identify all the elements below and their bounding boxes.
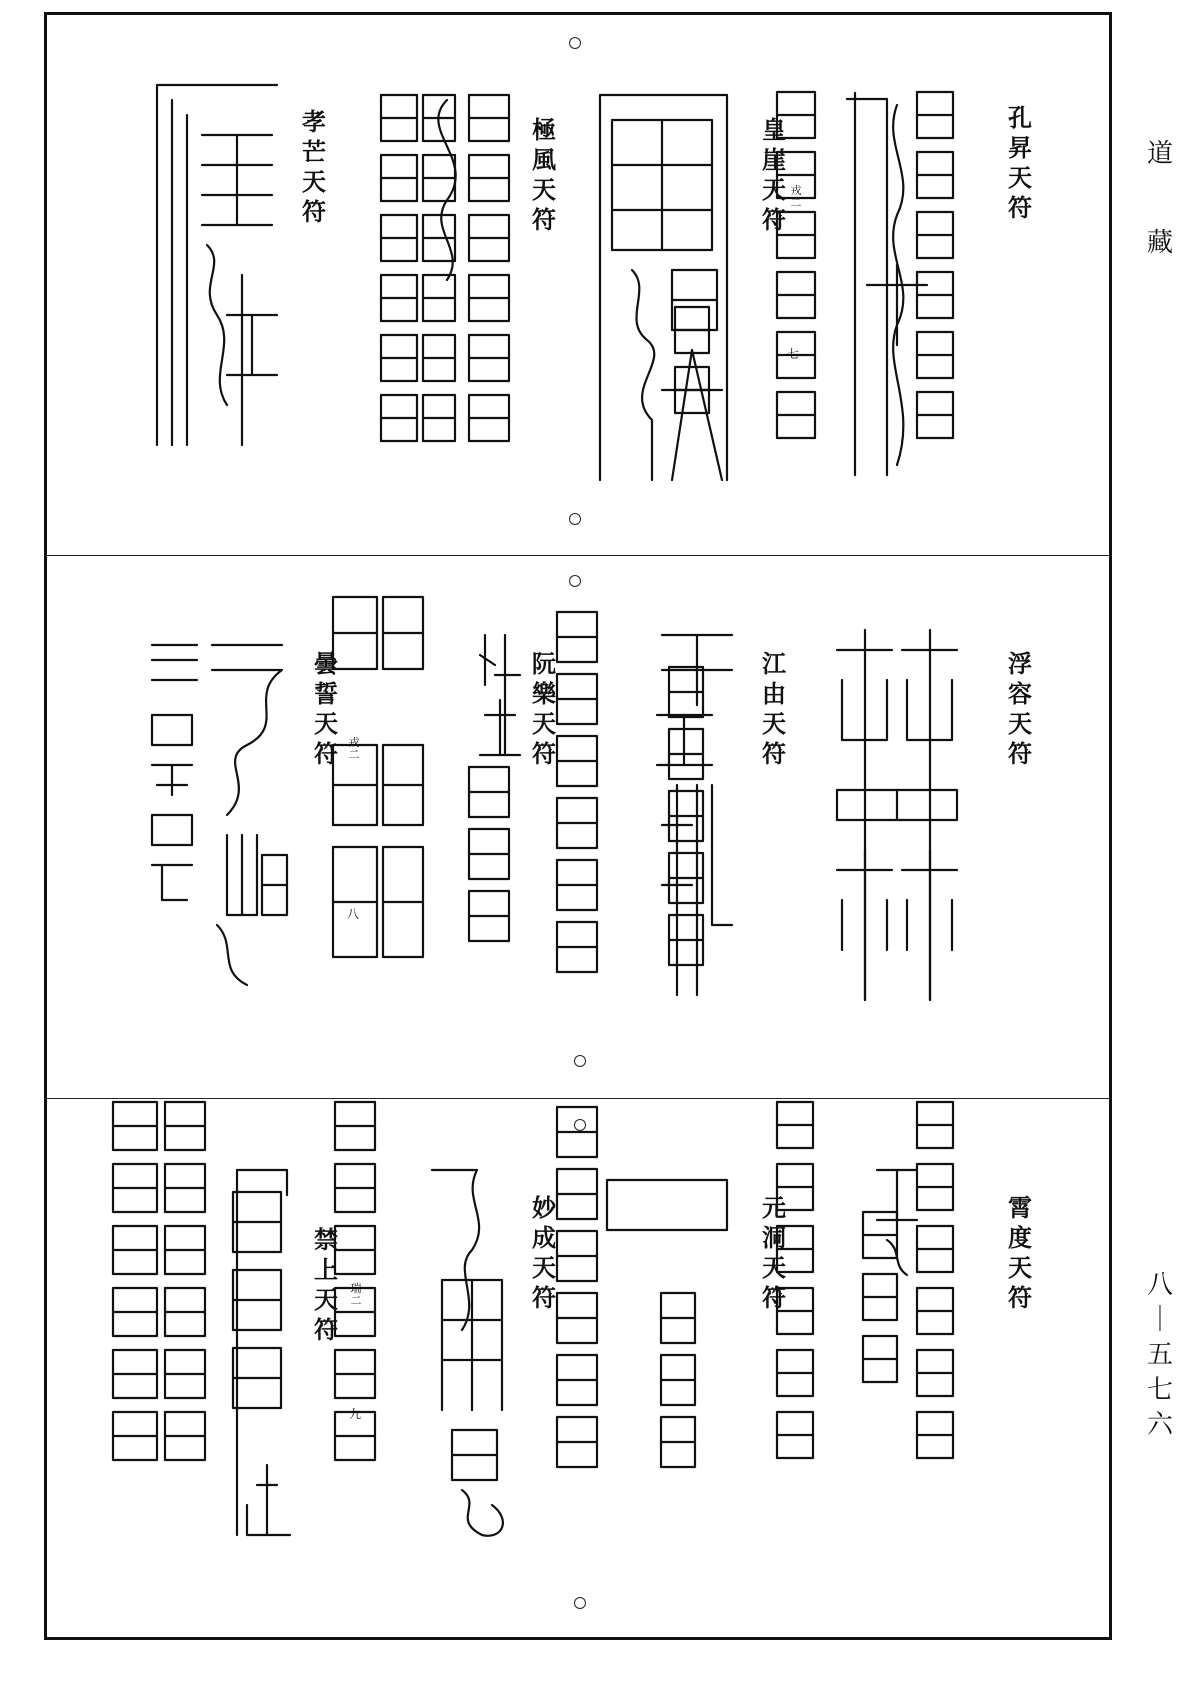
seal-cell-column [861, 1210, 899, 1400]
seal-cell-column [775, 1100, 815, 1476]
seal-cell-column [915, 90, 955, 454]
seal-cell-column [467, 765, 511, 955]
seal-cell [113, 1164, 157, 1212]
talisman-glyph [422, 1160, 522, 1545]
seal-cell [777, 1164, 813, 1210]
label-char: 孔 [1008, 103, 1032, 132]
seal-cell-column [667, 665, 705, 979]
seal-cell [557, 798, 597, 848]
label-char: 天 [302, 167, 326, 196]
seal-cell [917, 1164, 953, 1210]
seal-cell [469, 891, 509, 941]
label-char: 樂 [532, 679, 556, 708]
seal-cell [335, 1288, 375, 1336]
seal-cell [113, 1102, 157, 1150]
seal-cell [233, 1270, 281, 1330]
seal-cell [165, 1288, 205, 1336]
seal-cell [917, 1288, 953, 1334]
page-number-char: 八 [1146, 1270, 1173, 1300]
label-char: 符 [532, 739, 556, 768]
seal-cell [469, 335, 509, 381]
label-char: 度 [1008, 1223, 1032, 1252]
talisman-glyph [147, 625, 292, 1000]
talisman-glyph [597, 1175, 737, 1235]
seal-cell [381, 395, 417, 441]
book-title [1140, 130, 1180, 269]
seal-cell-column [467, 93, 511, 457]
label-char: 妙 [532, 1193, 556, 1222]
seal-cell [381, 275, 417, 321]
talisman-glyph [147, 75, 287, 455]
seal-cell [381, 155, 417, 201]
label-char: 天 [1008, 163, 1032, 192]
seal-cell [469, 767, 509, 817]
seal-cell [777, 332, 815, 378]
seal-cell [423, 155, 455, 201]
talisman-glyph [475, 625, 525, 775]
page-mark: 七 [787, 347, 800, 361]
seal-cell [333, 847, 377, 957]
page-number-char: 七 [1146, 1375, 1173, 1406]
seal-cell [777, 152, 815, 198]
label-char: 天 [532, 709, 556, 738]
label-char: 符 [314, 1315, 338, 1344]
seal-cell [165, 1226, 205, 1274]
seal-cell [557, 1107, 597, 1157]
seal-cell-column [111, 1100, 159, 1476]
talisman-label [299, 107, 329, 227]
seal-cell [165, 1350, 205, 1398]
seal-cell [557, 1231, 597, 1281]
seal-cell [557, 1355, 597, 1405]
page-number [1140, 1268, 1180, 1443]
label-char: 崖 [762, 145, 786, 174]
label-char: 符 [1008, 1283, 1032, 1312]
seal-cell [335, 1350, 375, 1398]
seal-cell [777, 392, 815, 438]
seal-cell [335, 1102, 375, 1150]
label-char: 浮 [1008, 649, 1032, 678]
seal-cell [233, 1348, 281, 1408]
seal-cell [423, 95, 455, 141]
seal-cell-column [331, 595, 379, 661]
seal-cell-column [333, 1100, 377, 1476]
seal-cell [557, 612, 597, 662]
label-char: 天 [762, 1253, 786, 1282]
seal-cell-column [381, 595, 425, 661]
talisman-label [1005, 649, 1035, 769]
label-char: 風 [532, 145, 556, 174]
seal-cell [469, 395, 509, 441]
seal-cell [863, 1274, 897, 1320]
seal-cell [917, 212, 953, 258]
seal-cell [777, 1350, 813, 1396]
seal-cell [423, 215, 455, 261]
seal-cell [917, 332, 953, 378]
talisman-label [759, 649, 789, 769]
seal-cell-column [775, 90, 817, 454]
seal-cell [113, 1226, 157, 1274]
seal-cell [917, 152, 953, 198]
seal-cell [335, 1412, 375, 1460]
seal-cell [383, 847, 423, 957]
seal-cell [333, 745, 377, 825]
page-mark: 八 [347, 907, 360, 921]
seal-cell-column [331, 743, 379, 809]
seal-cell [423, 335, 455, 381]
label-char: 禁 [314, 1225, 338, 1254]
label-char: 阮 [532, 649, 556, 678]
seal-cell [661, 1293, 695, 1343]
seal-cell [917, 92, 953, 138]
label-char: 極 [532, 115, 556, 144]
label-char: 符 [762, 205, 786, 234]
seal-cell [557, 1293, 597, 1343]
seal-cell [777, 1288, 813, 1334]
label-char: 霄 [1008, 1193, 1032, 1222]
seal-cell [669, 667, 703, 717]
talisman-label [1005, 1193, 1035, 1313]
seal-cell-column [381, 743, 425, 809]
seal-cell [469, 275, 509, 321]
label-char: 曇 [314, 649, 338, 678]
seal-cell [335, 1226, 375, 1274]
binding-hole [569, 513, 581, 525]
talisman-glyph [827, 620, 967, 1000]
label-char: 天 [314, 1285, 338, 1314]
seal-cell [113, 1350, 157, 1398]
label-char: 符 [314, 739, 338, 768]
seal-cell [675, 307, 709, 353]
label-char: 皇 [762, 115, 786, 144]
seal-cell [777, 272, 815, 318]
title-char: 藏 [1146, 228, 1173, 259]
label-char: 符 [762, 1283, 786, 1312]
seal-cell [777, 212, 815, 258]
seal-cell [383, 745, 423, 825]
label-char: 天 [314, 709, 338, 738]
seal-cell [557, 1169, 597, 1219]
seal-cell [557, 922, 597, 972]
label-char: 天 [532, 175, 556, 204]
seal-cell [381, 95, 417, 141]
seal-cell [423, 275, 455, 321]
seal-cell [777, 92, 815, 138]
seal-cell [469, 215, 509, 261]
binding-hole [569, 37, 581, 49]
seal-cell [381, 335, 417, 381]
label-char: 成 [532, 1223, 556, 1252]
seal-cell-column [555, 1105, 599, 1295]
seal-cell [557, 1417, 597, 1467]
seal-cell [669, 915, 703, 965]
binding-hole [569, 575, 581, 587]
seal-cell-column [163, 1100, 207, 1476]
label-char: 上 [314, 1255, 338, 1284]
note-char: 二 [790, 195, 802, 209]
page-number-char: 六 [1146, 1410, 1173, 1441]
label-char: 符 [302, 197, 326, 226]
seal-cell [469, 95, 509, 141]
seal-cell-column [379, 93, 419, 457]
seal-cell [675, 367, 709, 413]
label-char: 洞 [762, 1223, 786, 1252]
seal-cell-column [421, 93, 457, 457]
seal-cell [917, 1226, 953, 1272]
seal-cell [165, 1412, 205, 1460]
page-number-char: ｜ [1146, 1305, 1173, 1336]
seal-cell [917, 1102, 953, 1148]
seal-cell [113, 1412, 157, 1460]
binding-hole [574, 1597, 586, 1609]
seal-cell [661, 1417, 695, 1467]
seal-cell [113, 1288, 157, 1336]
seal-cell [863, 1336, 897, 1382]
label-char: 芒 [302, 137, 326, 166]
seal-cell [917, 1350, 953, 1396]
page-frame [44, 12, 1112, 1640]
label-char: 符 [1008, 739, 1032, 768]
talisman-label [1005, 103, 1035, 223]
label-char: 天 [1008, 1253, 1032, 1282]
label-char: 誓 [314, 679, 338, 708]
label-char: 天 [1008, 709, 1032, 738]
title-char: 道 [1146, 139, 1173, 169]
seal-cell [383, 597, 423, 669]
seal-cell [777, 1412, 813, 1458]
label-char: 符 [1008, 193, 1032, 222]
note-char: 瑞 [350, 1282, 362, 1295]
label-char: 容 [1008, 679, 1032, 708]
seal-cell [557, 860, 597, 910]
seal-cell [233, 1192, 281, 1252]
seal-cell [333, 597, 377, 669]
label-char: 天 [762, 175, 786, 204]
label-char: 元 [762, 1193, 786, 1222]
label-char: 符 [532, 1283, 556, 1312]
panel-divider [47, 555, 1109, 556]
seal-cell [335, 1164, 375, 1212]
talisman-label [529, 115, 559, 235]
seal-cell-column [555, 610, 599, 986]
seal-cell [469, 155, 509, 201]
panel-divider [47, 1098, 1109, 1099]
talisman-glyph [592, 90, 732, 485]
seal-cell-column [659, 1291, 697, 1481]
seal-cell [917, 1412, 953, 1458]
label-char: 昇 [1008, 133, 1032, 162]
seal-cell [557, 674, 597, 724]
seal-cell-column [555, 1291, 599, 1481]
seal-cell [669, 853, 703, 903]
label-char: 由 [762, 679, 786, 708]
seal-cell [777, 1226, 813, 1272]
binding-hole [574, 1055, 586, 1067]
seal-cell [863, 1212, 897, 1258]
seal-cell-column [915, 1100, 955, 1476]
seal-cell [557, 736, 597, 786]
label-char: 天 [762, 709, 786, 738]
label-char: 符 [762, 739, 786, 768]
seal-cell [669, 729, 703, 779]
seal-cell [661, 1355, 695, 1405]
note-char: 二 [350, 1293, 362, 1307]
seal-cell [917, 272, 953, 318]
note-char: 二 [348, 747, 360, 761]
label-char: 江 [762, 649, 786, 678]
seal-cell [423, 395, 455, 441]
seal-cell [777, 1102, 813, 1148]
seal-cell-column [331, 845, 379, 911]
note-char: 戎 [790, 184, 802, 197]
seal-cell-column [381, 845, 425, 911]
page-mark: 九 [349, 1407, 362, 1421]
seal-cell [165, 1164, 205, 1212]
note-char: 戎 [348, 736, 360, 749]
seal-cell [165, 1102, 205, 1150]
seal-cell [469, 829, 509, 879]
label-char: 孝 [302, 107, 326, 136]
seal-cell [669, 791, 703, 841]
seal-cell [917, 392, 953, 438]
seal-cell [381, 215, 417, 261]
seal-cell-column [231, 1190, 283, 1428]
page-number-char: 五 [1146, 1340, 1173, 1371]
label-char: 天 [532, 1253, 556, 1282]
seal-cell-column [673, 305, 711, 429]
label-char: 符 [532, 205, 556, 234]
